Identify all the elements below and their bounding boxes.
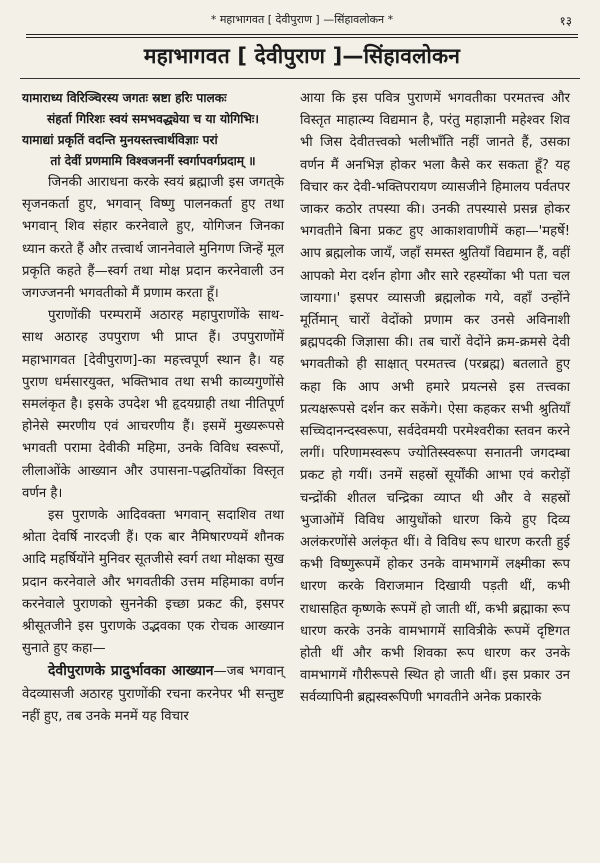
paragraph-with-heading (22, 660, 284, 728)
invocation-verse (22, 88, 284, 172)
verse-line-3: यामाद्यां प्रकृतिं वदन्ति मुनयस्तत्त्वार्थविज्ञाः परां (22, 133, 218, 147)
running-head-text: * महाभागवत [ देवीपुराण ] —सिंहावलोकन * (210, 13, 394, 26)
paragraph-text: —जब भगवान् वेदव्यासजी अठारह पुराणोंकी रचना करनेपर भी सन्तुष्ट नहीं हुए, तब उनके मनमें यह विचार (22, 664, 284, 724)
paragraph: पुराणोंकी परम्परामें अठारह महापुराणोंके साथ-साथ अठारह उपपुराण भी प्राप्त हैं। उपपुराणोंमें महाभागवत [देवीपुराण]-का महत्त्वपूर्ण स्थान है। यह पुराण धर्मसारयुक्त, भक्तिभाव तथा सभी काव्यगुणोंसे समलंकृत है। इसके उपदेश भी हृदयग्राही तथा नीतिपूर्ण होनेसे स्मरणीय एवं आचरणीय हैं। इसमें मुख्यरूपसे भगवती परामा देवीकी महिमा, उनके विविध स्वरूपों, लीलाओंके आख्यान और उपासना-पद्धतियोंका विस्तृत वर्णन है। (22, 308, 284, 501)
header-rule (26, 34, 578, 35)
right-column (300, 88, 570, 710)
verse-line-2: संहर्ता गिरिशः स्वयं समभवद्ध्येया च या योगिभिः। (47, 112, 259, 126)
verse-line-1: यामाराध्य विरिञ्चिरस्य जगतः स्रष्टा हरिः पालकः (22, 91, 227, 105)
paragraph: आया कि इस पवित्र पुराणमें भगवतीका परमतत्त्व और विस्तृत माहात्म्य विद्यमान है, परंतु महाज्ञानी महेश्वर शिव भी जिस देवीतत्त्वको भलीभाँति नहीं जानते हैं, उसका वर्णन मैं अनभिज्ञ होकर भला कैसे कर सकता हूँ? यह विचार कर देवी-भक्तिपरायण व्यासजीने हिमालय पर्वतपर जाकर कठोर तपस्या की। उनकी तपस्यासे प्रसन्न होकर भगवतीने बिना प्रकट हुए आकाशवाणीमें कहा—'महर्षे! आप ब्रह्मलोक जायँ, जहाँ समस्त श्रुतियाँ विद्यमान हैं, वहीं आपको मेरा दर्शन होगा और सारे रहस्योंका भी पता चल जायगा।' इसपर व्यासजी ब्रह्मलोक गये, वहाँ उन्होंने मूर्तिमान् चारों वेदोंको प्रणाम कर उनसे अविनाशी ब्रह्मपदकी जिज्ञासा की। तब चारों वेदोंने क्रम-क्रमसे देवी भगवतीको ही साक्षात् परमतत्त्व (परब्रह्म) बतलाते हुए कहा कि आप अभी हमारे प्रयत्नसे इस तत्त्वका प्रत्यक्षरूपसे दर्शन कर सकेंगे। ऐसा कहकर सभी श्रुतियाँ सच्चिदानन्दस्वरूपा, सर्वदेवमयी परमेश्वरीका स्तवन करने लगीं। परिणामस्वरूप ज्योतिस्स्वरूपा सनातनी जगदम्बा प्रकट हो गयीं। उनमें सहस्रों सूर्योंकी आभा एवं करोड़ों चन्द्रोंकी शीतल चन्द्रिका व्याप्त थी और वे सहस्रों भुजाओंमें विविध आयुधोंको धारण किये हुए दिव्य अलंकरणोंसे अलंकृत थीं। वे विविध रूप धारण करती हुई कभी विष्णुरूपमें होकर उनके वामभागमें लक्ष्मीका रूप धारण करके विराजमान दिखायी पड़ती थीं, कभी राधासहित कृष्णके रूपमें हो जाती थीं, कभी ब्रह्माका रूप धारण करके उनके वामभागमें सावित्रीके रूपमें दृष्टिगत होती थीं और कभी शिवका रूप धारण कर उनके वामभागमें गौरीरूपसे स्थित हो जाती थीं। इस प्रकार उन सर्वव्यापिनी ब्रह्मस्वरूपिणी भगवतीने अनेक प्रकारके (300, 91, 570, 706)
left-column (22, 88, 284, 728)
title-rule (20, 78, 580, 79)
section-heading: देवीपुराणके प्रादुर्भावका आख्यान (48, 663, 214, 680)
paragraph: इस पुराणके आदिवक्ता भगवान् सदाशिव तथा श्रोता देवर्षि नारदजी हैं। एक बार नैमिषारण्यमें शौनक आदि महर्षियोंने मुनिवर सूतजीसे स्वर्ग तथा मोक्षका सुख प्रदान करनेवाले और भगवतीकी उत्तम महिमाका वर्णन करनेवाले पुराणको सुननेकी इच्छा प्रकट की, इसपर श्रीसूतजीने इस पुराणके उद्भवका एक रोचक आख्यान सुनाते हुए कहा— (22, 508, 284, 657)
verse-line-4: तां देवीं प्रणमामि विश्वजननीं स्वर्गापवर्गप्रदाम् ॥ (50, 154, 256, 168)
page-title: महाभागवत [ देवीपुराण ]—सिंहावलोकन (143, 44, 461, 68)
paragraph: जिनकी आराधना करके स्वयं ब्रह्माजी इस जगत्‌के सृजनकर्ता हुए, भगवान् विष्णु पालनकर्ता हुए तथा भगवान् शिव संहार करनेवाले हुए, योगिजन जिनका ध्यान करते हैं और तत्त्वार्थ जाननेवाले मुनिगण जिन्हें मूल प्रकृति कहते हैं—स्वर्ग तथा मोक्ष प्रदान करनेवाली उन जगज्जननी भगवतीको मैं प्रणाम करता हूँ। (22, 175, 284, 302)
running-head (18, 12, 586, 30)
page-number: १३ (559, 14, 572, 28)
header-rule-thin (26, 37, 578, 38)
